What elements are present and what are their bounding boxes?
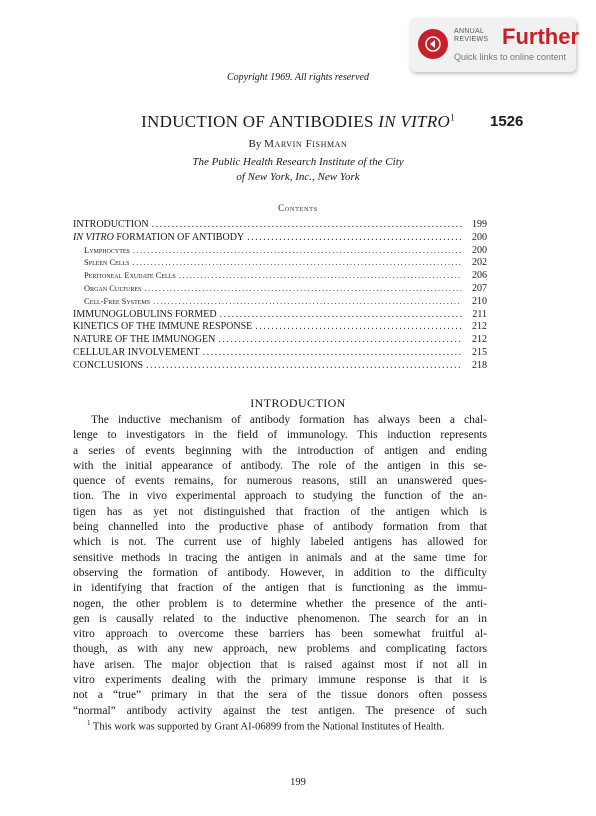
title-footnote-mark: 1 [450, 112, 455, 123]
toc-leader-dots [133, 245, 462, 255]
toc-leader-dots [220, 309, 462, 320]
affiliation [0, 155, 596, 185]
body-line: vitro approach to overcome these barriers has been somewhat fruitful al- [73, 628, 487, 641]
toc-entry-page: 215 [472, 346, 487, 358]
body-line: have arisen. The major objection that is raised against most if not all in [73, 658, 487, 671]
body-line: tigen has as yet not distinguished that fraction of the antigen which is [73, 505, 487, 518]
body-line: tion. The in vivo experimental approach to studying the function of the an- [73, 490, 487, 503]
contents-heading: Contents [278, 203, 318, 213]
toc-leader-dots [203, 347, 462, 358]
toc-entry [73, 257, 487, 270]
author-line [0, 138, 596, 150]
toc-entry-page: 210 [472, 295, 487, 307]
toc-entry-text: NATURE OF THE IMMUNOGEN [73, 334, 216, 346]
toc-entry-label [84, 270, 176, 280]
body-line: quence of events remains, for numerous reasons, still an unanswered ques- [73, 475, 487, 488]
toc-entry-label [73, 334, 215, 345]
toc-entry [73, 283, 487, 296]
page-code: 1526 [490, 113, 524, 130]
body-line: gen is causally related to the inductive phenomenon. The search for an in [73, 612, 487, 625]
toc-leader-dots [218, 334, 462, 345]
toc-leader-dots [247, 232, 462, 243]
body-line: observing the formation of antibody. However, in addition to the difficulty [73, 566, 487, 579]
section-heading: INTRODUCTION [250, 396, 346, 410]
toc-entry-label [73, 309, 217, 320]
toc-entry-page: 218 [472, 359, 487, 371]
toc-entry-page: 212 [472, 334, 487, 346]
toc-entry-label [73, 360, 143, 371]
body-line: lenge to investigators in the field of immunology. This induction represents [73, 429, 487, 442]
author-prefix: By [248, 138, 265, 150]
body-line: sensitive methods in tracing the antigen in animals and at the same time for [73, 551, 487, 564]
toc-entry-label [73, 347, 200, 358]
body-paragraph [73, 413, 487, 719]
banner-tagline: Quick links to online content [454, 52, 567, 62]
page-number: 199 [290, 777, 306, 788]
toc-entry-page: 199 [472, 219, 487, 230]
toc-entry-text: Lymphocytes [84, 244, 130, 255]
toc-entry [73, 334, 487, 347]
toc-entry-text: CONCLUSIONS [73, 359, 144, 371]
toc-entry [73, 245, 487, 258]
body-line: vitro experiments dealing with the primary immune response is that it is [73, 674, 487, 687]
body-line: “normal” antibody activity against the test antigen. The presence of such [73, 704, 487, 717]
toc-entry-text: Peritoneal Exudate Cells [84, 270, 176, 281]
affiliation-line-2: of New York, Inc., New York [236, 171, 360, 183]
annual-reviews-further-banner[interactable] [410, 18, 579, 72]
title-italic: IN VITRO [378, 112, 451, 131]
table-of-contents [73, 219, 487, 373]
toc-leader-dots [152, 219, 462, 230]
toc-entry-page: 212 [472, 321, 487, 333]
body-line: nogen, the other problem is to determine whether the presence of the anti- [73, 597, 487, 610]
toc-entry [73, 219, 487, 232]
toc-entry-text: IMMUNOGLOBULINS FORMED [73, 308, 217, 320]
toc-leader-dots [255, 321, 462, 332]
body-line: though, as with any new approach, new problems and complicating factors [73, 643, 487, 656]
toc-entry [73, 321, 487, 334]
body-line: being channelled into the productive phase of antibody formation from that [73, 521, 487, 534]
footnote-mark: 1 [87, 719, 91, 727]
toc-entry-label [84, 257, 130, 267]
toc-entry-text: INTRODUCTION [73, 219, 149, 230]
toc-entry [73, 347, 487, 360]
toc-entry-label [84, 296, 150, 306]
body-line: in identifying that fraction of the antigen that is functioning as the immu- [73, 582, 487, 595]
toc-entry-label [84, 283, 141, 293]
toc-entry-page: 211 [472, 308, 487, 320]
toc-entry-page: 206 [472, 270, 487, 282]
toc-entry [73, 270, 487, 283]
copyright-notice: Copyright 1969. All rights reserved [227, 72, 369, 83]
toc-entry-text: Cell-Free Systems [84, 295, 151, 306]
toc-leader-dots [153, 296, 462, 306]
toc-entry-italic: IN VITRO [73, 231, 114, 243]
title-main: INDUCTION OF ANTIBODIES [141, 112, 379, 131]
toc-entry [73, 309, 487, 322]
toc-entry [73, 360, 487, 373]
toc-leader-dots [146, 360, 462, 371]
toc-entry-page: 200 [472, 231, 487, 243]
footnote-text: This work was supported by Grant AI-06899 from the National Institutes of Health. [90, 721, 445, 733]
toc-entry-label [73, 232, 244, 243]
toc-entry-label [84, 245, 130, 255]
toc-entry [73, 232, 487, 245]
body-line: a series of events beginning with the introduction of antigen and ending [73, 444, 487, 457]
toc-leader-dots [144, 283, 462, 293]
toc-leader-dots [179, 270, 462, 280]
toc-entry-label [73, 219, 149, 230]
body-line: which is not. The current use of highly labeled antigens has allowed for [73, 536, 487, 549]
toc-entry-text: Spleen Cells [84, 257, 130, 268]
toc-entry-label [73, 321, 252, 332]
toc-entry [73, 296, 487, 309]
body-line: The inductive mechanism of antibody formation has always been a chal- [91, 414, 487, 426]
toc-entry-page: 200 [472, 244, 487, 256]
further-brand: Further [502, 24, 579, 49]
toc-leader-dots [133, 257, 462, 267]
toc-entry-text: CELLULAR INVOLVEMENT [73, 346, 200, 358]
play-arrow-icon [418, 29, 448, 59]
toc-entry-page: 202 [472, 257, 487, 269]
affiliation-line-1: The Public Health Research Institute of the City [192, 156, 404, 168]
annual-reviews-logo-text: ANNUAL REVIEWS [454, 28, 489, 43]
footnote [73, 716, 487, 735]
toc-entry-text: FORMATION OF ANTIBODY [113, 231, 245, 243]
author-name: Marvin Fishman [264, 138, 348, 150]
body-line: not a “true” primary in that the sera of the tissue donors often possess [73, 689, 487, 702]
body-line: with the initial appearance of antibody. The role of the antigen in this se- [73, 459, 487, 472]
toc-entry-text: KINETICS OF THE IMMUNE RESPONSE [73, 321, 253, 333]
toc-entry-page: 207 [472, 282, 487, 294]
toc-entry-text: Organ Cultures [84, 282, 142, 293]
